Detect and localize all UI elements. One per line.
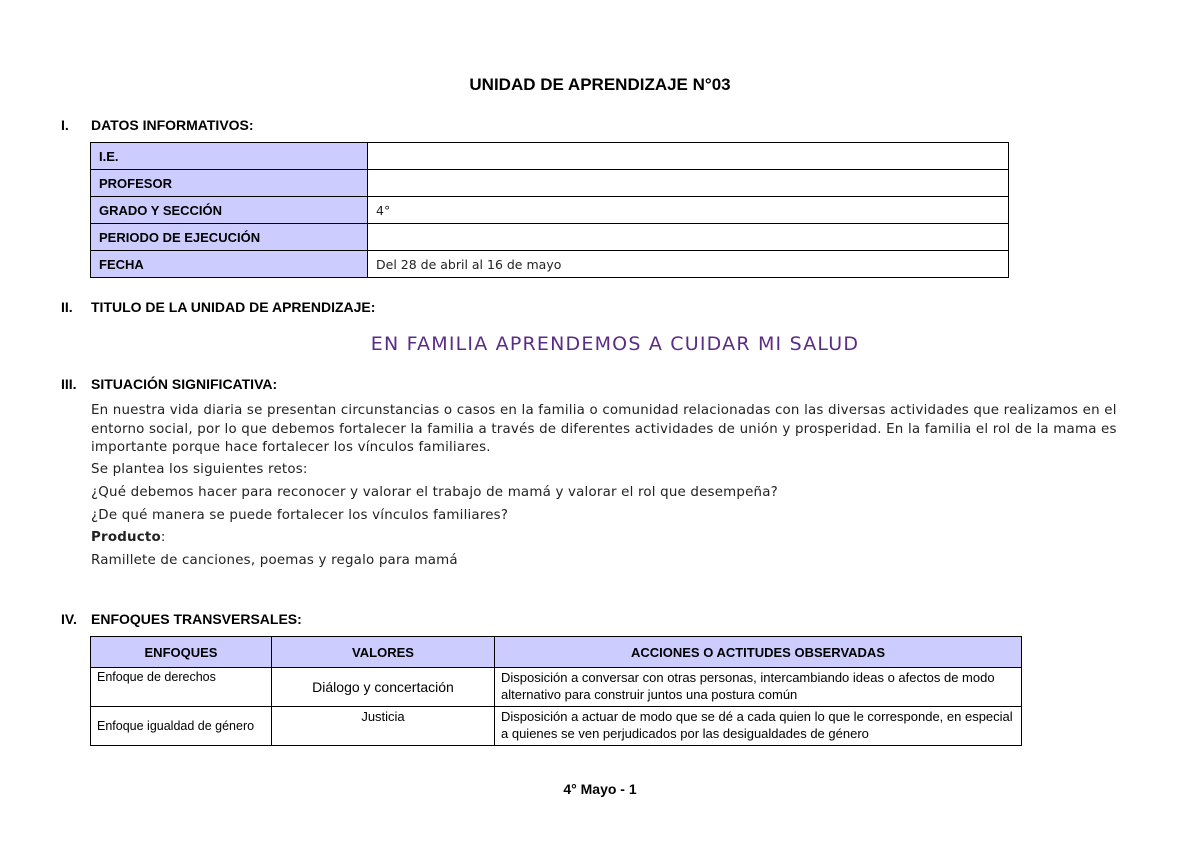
section-2-number: II.	[61, 299, 73, 315]
grado-value: 4°	[368, 197, 1009, 224]
valor-cell: Justicia	[272, 707, 495, 745]
section-2-title: TITULO DE LA UNIDAD DE APRENDIZAJE:	[91, 299, 376, 315]
profesor-value	[368, 170, 1009, 197]
enfoques-table	[90, 636, 1022, 745]
ie-label: I.E.	[91, 143, 368, 170]
ie-value	[368, 143, 1009, 170]
table-row	[91, 251, 1009, 278]
section-3-title: SITUACIÓN SIGNIFICATIVA:	[91, 376, 278, 392]
table-row	[91, 170, 1009, 197]
table-row	[91, 668, 1022, 707]
fecha-label: FECHA	[91, 251, 368, 278]
acciones-header: ACCIONES O ACTITUDES OBSERVADAS	[495, 637, 1022, 668]
section-3-number: III.	[61, 376, 77, 392]
profesor-label: PROFESOR	[91, 170, 368, 197]
situacion-paragraph: En nuestra vida diaria se presentan circunstancias o casos en la familia o comunidad relacionadas con las diversas actividades que realizamos en el entorno social, por lo que debemos fortalecer la familia a través de diferentes actividades de unión y prosperidad. En la familia el rol de la mama es importante porque hace fortalecer los vínculos familiares.	[91, 403, 1117, 455]
periodo-value	[368, 224, 1009, 251]
retos-intro: Se plantea los siguientes retos:	[91, 462, 308, 477]
table-row	[91, 224, 1009, 251]
section-1-title: DATOS INFORMATIVOS:	[91, 117, 254, 133]
reto-2: ¿De qué manera se puede fortalecer los vínculos familiares?	[91, 508, 509, 523]
reto-1: ¿Qué debemos hacer para reconocer y valorar el trabajo de mamá y valorar el rol que desempeña?	[91, 485, 778, 500]
enfoque-cell: Enfoque de derechos	[91, 668, 272, 707]
producto-label: Producto	[91, 530, 161, 545]
document-title: UNIDAD DE APRENDIZAJE N°03	[469, 75, 731, 94]
enfoques-header: ENFOQUES	[91, 637, 272, 668]
fecha-value: Del 28 de abril al 16 de mayo	[368, 251, 1009, 278]
producto-colon: :	[160, 530, 166, 545]
enfoque-cell: Enfoque igualdad de género	[91, 707, 272, 745]
table-row	[91, 707, 1022, 745]
page-footer: 4° Mayo - 1	[563, 781, 637, 797]
section-4-number: IV.	[61, 611, 77, 627]
accion-cell: Disposición a conversar con otras personas, intercambiando ideas o afectos de modo alternativo para construir juntos una postura común	[495, 668, 1022, 707]
valor-cell: Diálogo y concertación	[272, 668, 495, 707]
table-row	[91, 143, 1009, 170]
producto-heading	[91, 529, 1151, 548]
unit-title: EN FAMILIA APRENDEMOS A CUIDAR MI SALUD	[370, 333, 860, 355]
grado-label: GRADO Y SECCIÓN	[91, 197, 368, 224]
table-header-row	[91, 637, 1022, 668]
section-1-number: I.	[61, 117, 69, 133]
accion-cell: Disposición a actuar de modo que se dé a cada quien lo que le corresponde, en especial a quienes se ven perjudicados por las desigualdades de género	[495, 707, 1022, 745]
section-4-title: ENFOQUES TRANSVERSALES:	[91, 611, 302, 627]
table-bottom-border	[90, 745, 1022, 746]
producto-text: Ramillete de canciones, poemas y regalo para mamá	[91, 553, 458, 568]
periodo-label: PERIODO DE EJECUCIÓN	[91, 224, 368, 251]
valores-header: VALORES	[272, 637, 495, 668]
table-row	[91, 197, 1009, 224]
datos-informativos-table	[90, 142, 1009, 278]
